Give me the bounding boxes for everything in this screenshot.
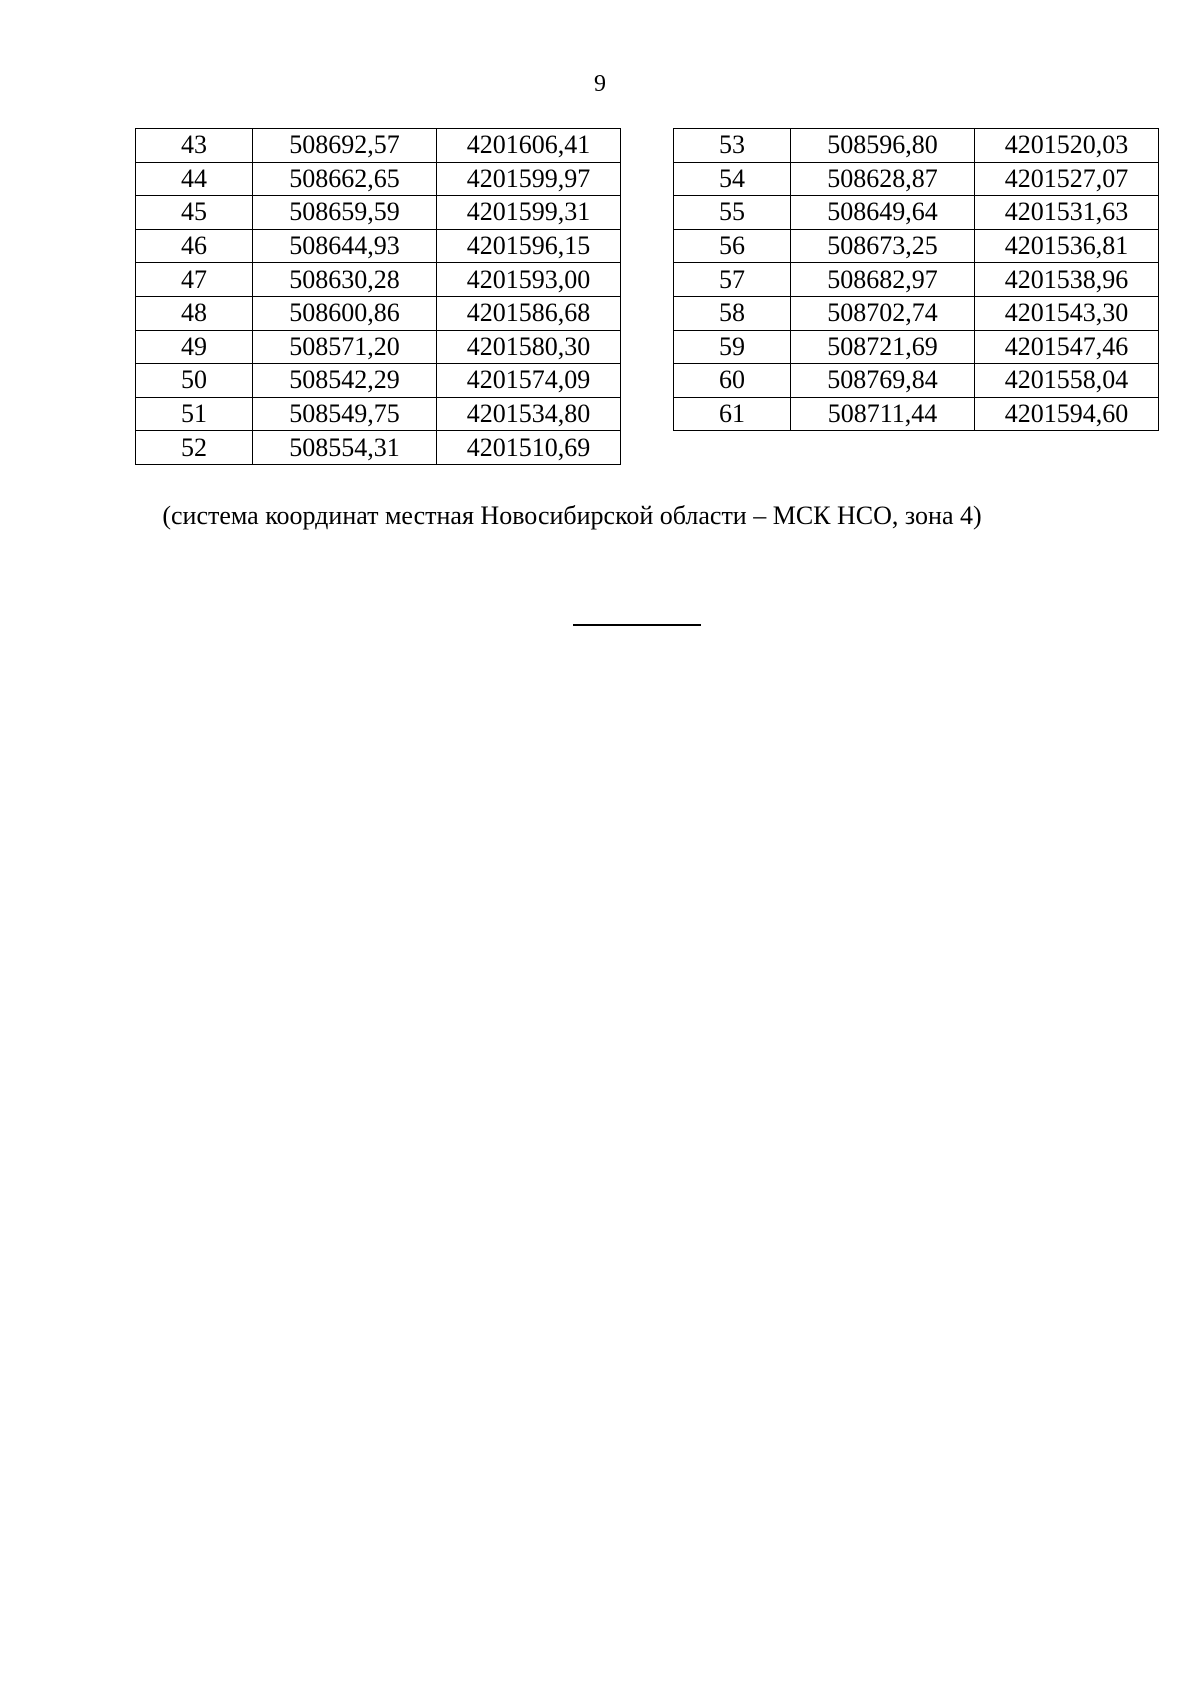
end-of-document-rule [573, 624, 701, 626]
table-row [136, 162, 621, 196]
x-coordinate-cell: 508702,74 [791, 296, 975, 330]
table-row [674, 330, 1159, 364]
point-number-cell: 43 [136, 129, 253, 163]
x-coordinate-cell: 508554,31 [253, 431, 437, 465]
point-number-cell: 47 [136, 263, 253, 297]
table-row [674, 162, 1159, 196]
y-coordinate-cell: 4201606,41 [437, 129, 621, 163]
table-row [674, 263, 1159, 297]
page-number: 9 [594, 71, 606, 97]
y-coordinate-cell: 4201543,30 [975, 296, 1159, 330]
x-coordinate-cell: 508649,64 [791, 196, 975, 230]
y-coordinate-cell: 4201593,00 [437, 263, 621, 297]
table-row [674, 229, 1159, 263]
table-row [136, 364, 621, 398]
y-coordinate-cell: 4201558,04 [975, 364, 1159, 398]
table-row [136, 296, 621, 330]
x-coordinate-cell: 508571,20 [253, 330, 437, 364]
point-number-cell: 51 [136, 397, 253, 431]
point-number-cell: 52 [136, 431, 253, 465]
table-row [136, 129, 621, 163]
y-coordinate-cell: 4201527,07 [975, 162, 1159, 196]
x-coordinate-cell: 508711,44 [791, 397, 975, 431]
table-row [136, 196, 621, 230]
point-number-cell: 55 [674, 196, 791, 230]
coordinates-table-right [673, 128, 1159, 431]
coordinates-table-left [135, 128, 621, 465]
x-coordinate-cell: 508673,25 [791, 229, 975, 263]
y-coordinate-cell: 4201580,30 [437, 330, 621, 364]
point-number-cell: 45 [136, 196, 253, 230]
y-coordinate-cell: 4201520,03 [975, 129, 1159, 163]
x-coordinate-cell: 508644,93 [253, 229, 437, 263]
table-row [136, 263, 621, 297]
y-coordinate-cell: 4201599,31 [437, 196, 621, 230]
x-coordinate-cell: 508682,97 [791, 263, 975, 297]
y-coordinate-cell: 4201536,81 [975, 229, 1159, 263]
point-number-cell: 50 [136, 364, 253, 398]
x-coordinate-cell: 508596,80 [791, 129, 975, 163]
x-coordinate-cell: 508659,59 [253, 196, 437, 230]
table-row [136, 397, 621, 431]
x-coordinate-cell: 508600,86 [253, 296, 437, 330]
point-number-cell: 56 [674, 229, 791, 263]
y-coordinate-cell: 4201596,15 [437, 229, 621, 263]
table-row [674, 196, 1159, 230]
y-coordinate-cell: 4201534,80 [437, 397, 621, 431]
table-row [674, 397, 1159, 431]
table-row [674, 129, 1159, 163]
x-coordinate-cell: 508692,57 [253, 129, 437, 163]
x-coordinate-cell: 508630,28 [253, 263, 437, 297]
table-row [674, 296, 1159, 330]
x-coordinate-cell: 508542,29 [253, 364, 437, 398]
point-number-cell: 44 [136, 162, 253, 196]
y-coordinate-cell: 4201586,68 [437, 296, 621, 330]
x-coordinate-cell: 508769,84 [791, 364, 975, 398]
point-number-cell: 54 [674, 162, 791, 196]
point-number-cell: 49 [136, 330, 253, 364]
y-coordinate-cell: 4201599,97 [437, 162, 621, 196]
x-coordinate-cell: 508628,87 [791, 162, 975, 196]
coordinate-system-caption: (система координат местная Новосибирской области – МСК НСО, зона 4) [162, 501, 982, 530]
y-coordinate-cell: 4201594,60 [975, 397, 1159, 431]
point-number-cell: 53 [674, 129, 791, 163]
y-coordinate-cell: 4201547,46 [975, 330, 1159, 364]
point-number-cell: 61 [674, 397, 791, 431]
x-coordinate-cell: 508549,75 [253, 397, 437, 431]
point-number-cell: 58 [674, 296, 791, 330]
point-number-cell: 60 [674, 364, 791, 398]
table-row [136, 431, 621, 465]
table-row [136, 229, 621, 263]
y-coordinate-cell: 4201574,09 [437, 364, 621, 398]
table-row [674, 364, 1159, 398]
point-number-cell: 48 [136, 296, 253, 330]
x-coordinate-cell: 508721,69 [791, 330, 975, 364]
table-row [136, 330, 621, 364]
point-number-cell: 57 [674, 263, 791, 297]
y-coordinate-cell: 4201510,69 [437, 431, 621, 465]
y-coordinate-cell: 4201538,96 [975, 263, 1159, 297]
y-coordinate-cell: 4201531,63 [975, 196, 1159, 230]
point-number-cell: 46 [136, 229, 253, 263]
point-number-cell: 59 [674, 330, 791, 364]
x-coordinate-cell: 508662,65 [253, 162, 437, 196]
